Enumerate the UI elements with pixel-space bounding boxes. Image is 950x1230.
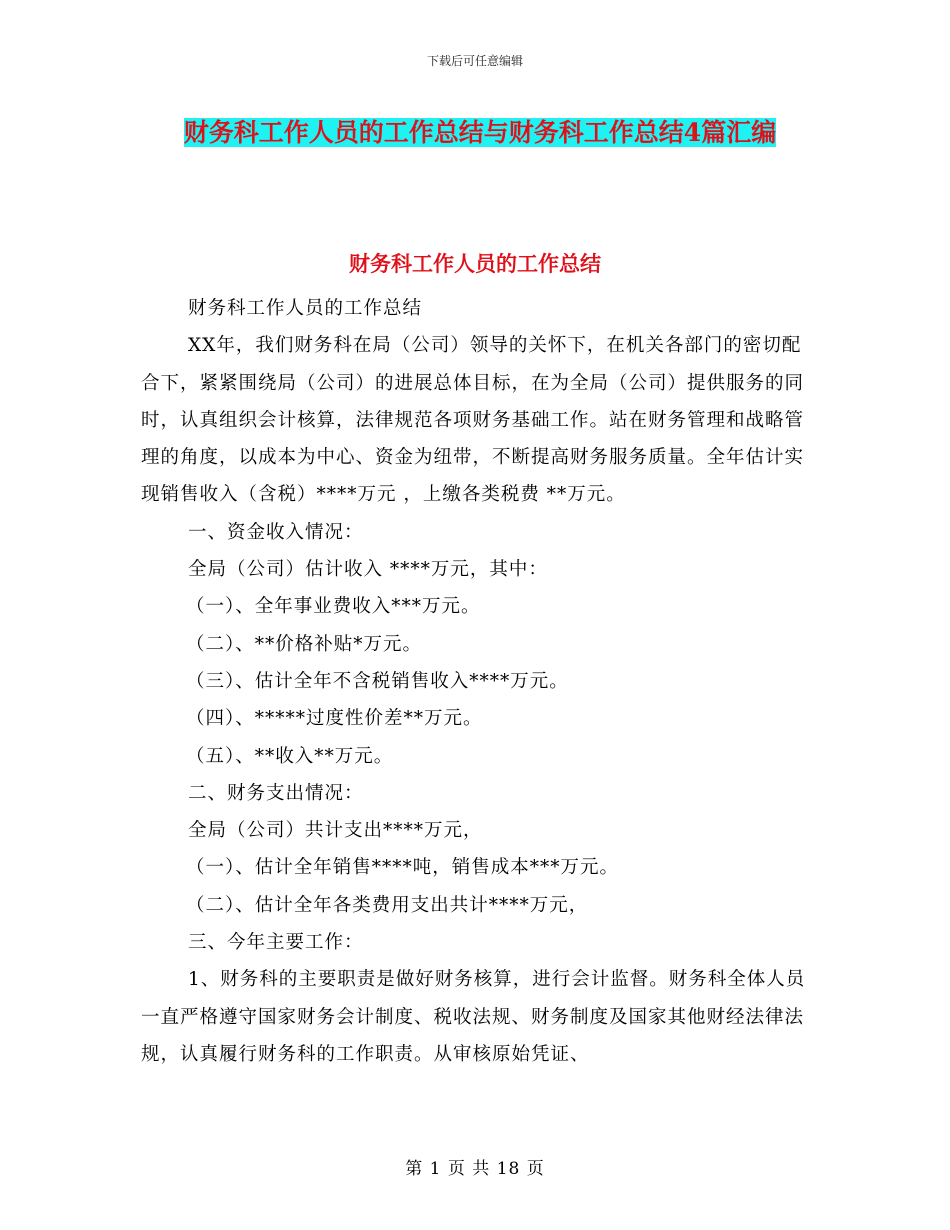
paragraph: XX年，我们财务科在局（公司）领导的关怀下，在机关各部门的密切配合下，紧紧围绕局（公司）的进展总体目标，在为全局（公司）提供服务的同时，认真组织会计核算，法律规范各项财务基础工作。站在财务管理和战略管理的角度，以成本为中心、资金为纽带，不断提高财务服务质量。全年估计实现销售收入（含税）****万元 ，上缴各类税费 **万元。 [141, 335, 805, 506]
section-title: 财务科工作人员的工作总结 [349, 251, 601, 276]
header-note: 下载后可任意编辑 [426, 54, 523, 68]
document-body [141, 290, 809, 1073]
document-title [140, 110, 820, 156]
page-footer: 第 1 页 共 18 页 [405, 1159, 545, 1179]
paragraph: 全局（公司）共计支出****万元， [188, 820, 483, 842]
list-item: （三）、估计全年不含税销售收入****万元。 [186, 670, 569, 692]
document-title-text: 财务科工作人员的工作总结与财务科工作总结4篇汇编 [183, 118, 777, 147]
list-item: （二）、**价格补贴*万元。 [186, 633, 423, 655]
paragraph: 财务科工作人员的工作总结 [188, 298, 423, 319]
list-item: （四）、*****过度性价差**万元。 [186, 708, 483, 730]
list-item: （五）、**收入**万元。 [186, 745, 394, 767]
list-item: （二）、估计全年各类费用支出共计****万元， [186, 894, 589, 916]
paragraph: 一、资金收入情况： [188, 521, 364, 543]
paragraph: 三、今年主要工作： [188, 932, 364, 954]
list-item: （一）、估计全年销售****吨，销售成本***万元。 [186, 857, 620, 879]
list-item: （一）、全年事业费收入***万元。 [186, 596, 481, 618]
paragraph: 全局（公司）估计收入 ****万元，其中： [188, 559, 548, 581]
paragraph: 1、财务科的主要职责是做好财务核算，进行会计监督。财务科全体人员一直严格遵守国家财务会计制度、税收法规、财务制度及国家其他财经法律法规，认真履行财务科的工作职责。从审核原始凭证、 [141, 969, 806, 1065]
paragraph: 二、财务支出情况： [188, 782, 364, 804]
